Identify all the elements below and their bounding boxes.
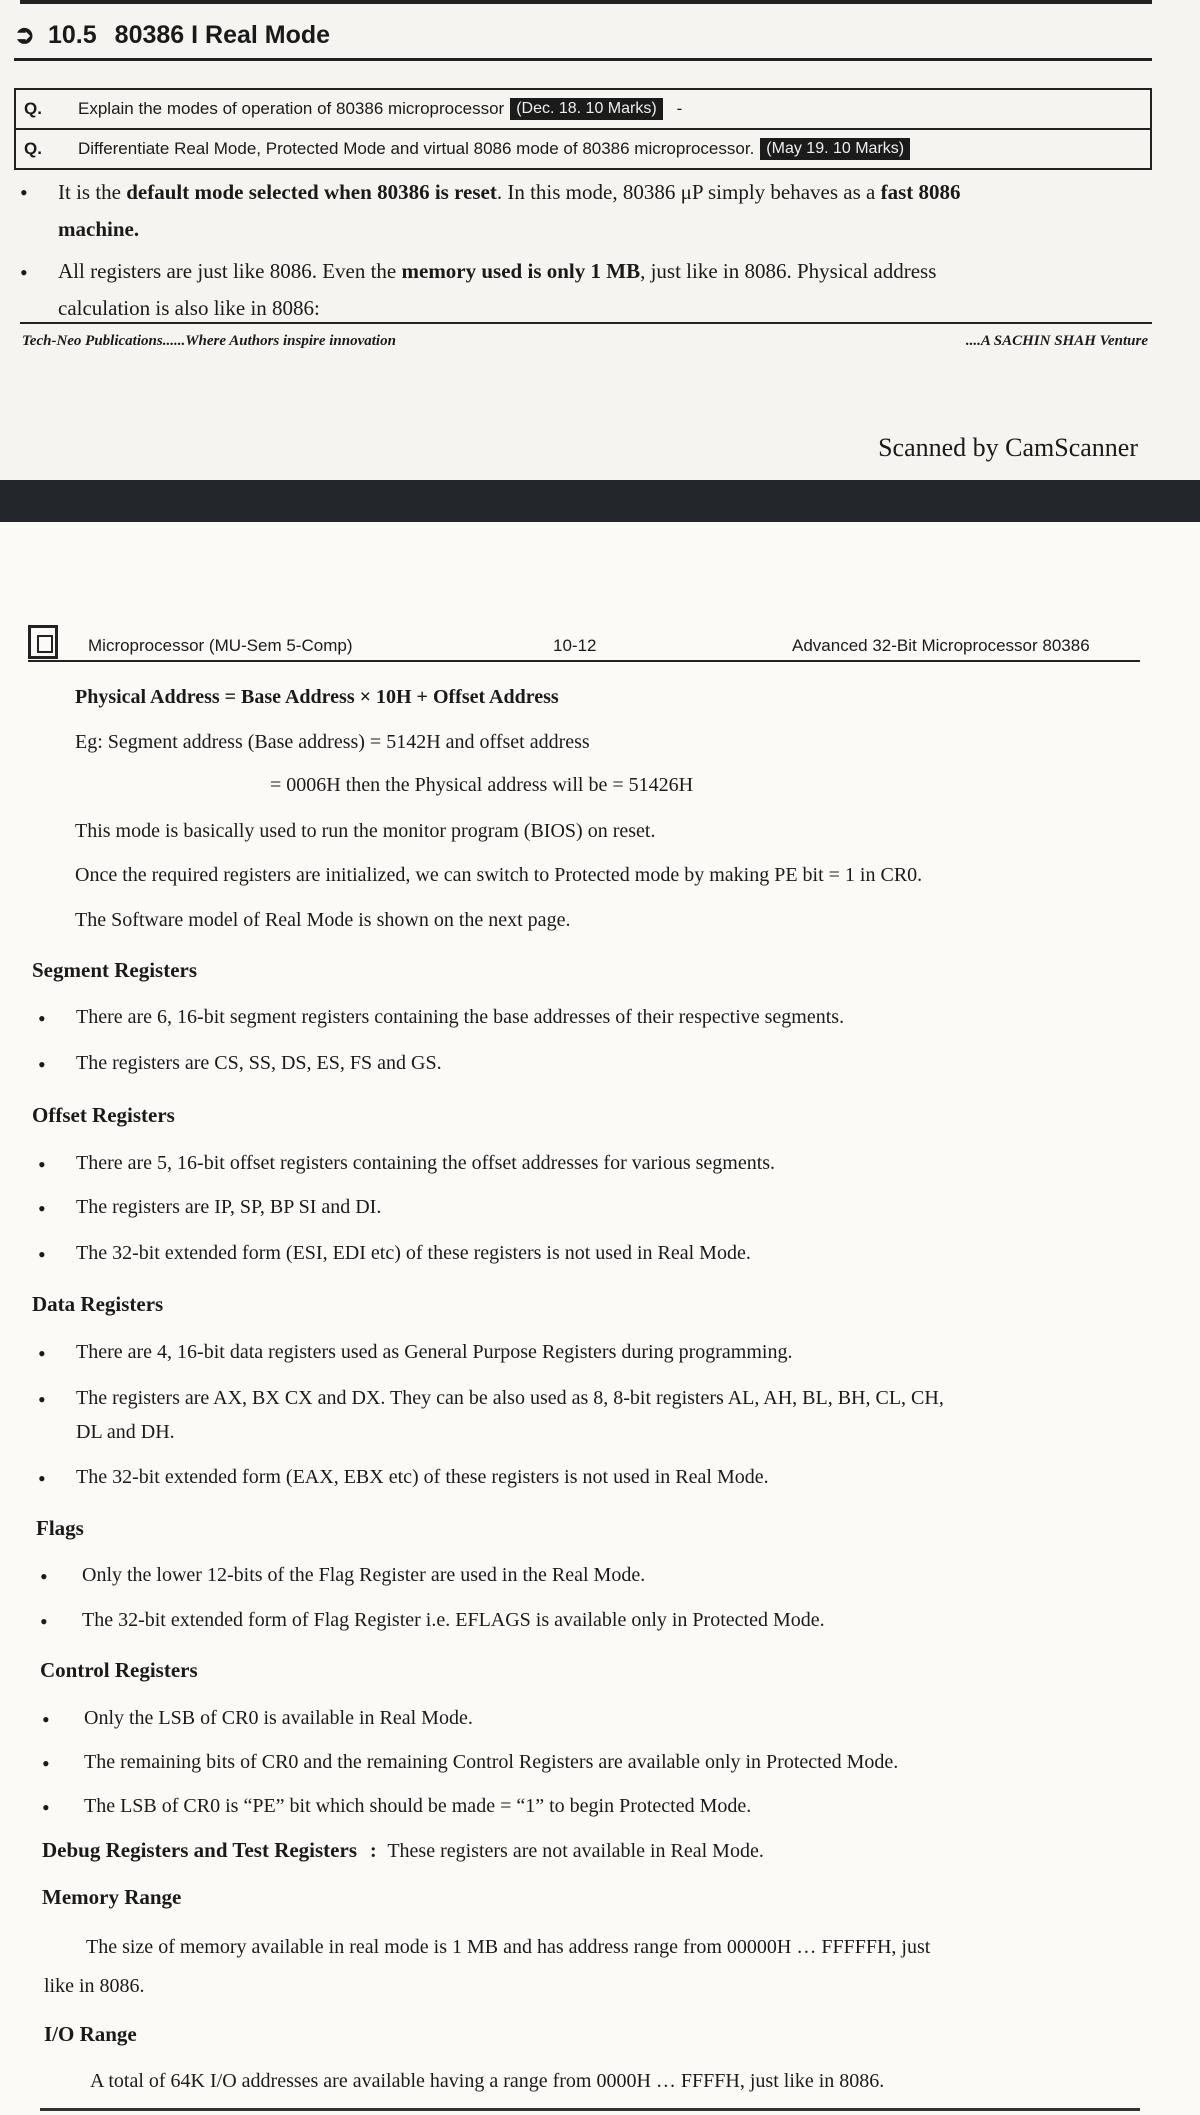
bullet-icon: •: [38, 1242, 46, 1267]
debug-colon: :: [370, 1840, 377, 1862]
bullet-icon: •: [40, 1609, 48, 1634]
heading-offset-registers: Offset Registers: [32, 1103, 175, 1127]
bullet-icon: •: [42, 1795, 50, 1820]
list-item: The 32-bit extended form (ESI, EDI etc) of these registers is not used in Real Mode.: [76, 1242, 751, 1264]
bottom-rule: [40, 2108, 1140, 2111]
heading-debug-registers: Debug Registers and Test Registers: [42, 1838, 357, 1862]
heading-control-registers: Control Registers: [40, 1658, 198, 1682]
question-text: Differentiate Real Mode, Protected Mode and virtual 8086 mode of 80386 microprocessor.: [78, 139, 755, 158]
list-item: There are 4, 16-bit data registers used as General Purpose Registers during programming.: [76, 1341, 793, 1363]
question-label: Q.: [24, 99, 42, 118]
bullet-icon: •: [38, 1006, 46, 1031]
paragraph: The Software model of Real Mode is shown on the next page.: [75, 909, 571, 931]
footer-venture: ....A SACHIN SHAH Venture: [965, 333, 1148, 349]
heading-io-range: I/O Range: [44, 2022, 137, 2046]
bullet-icon: •: [38, 1387, 46, 1412]
memory-text-continuation: like in 8086.: [44, 1975, 145, 1997]
bullet-icon: •: [42, 1707, 50, 1732]
heading-data-registers: Data Registers: [32, 1292, 164, 1316]
bullet-icon: •: [38, 1052, 46, 1077]
marks-badge: (May 19. 10 Marks): [760, 138, 910, 160]
bullet-text: It is the default mode selected when 80386 is reset. In this mode, 80386 μP simply behaves as a fast 8086 machine.: [58, 180, 961, 241]
list-item: The registers are CS, SS, DS, ES, FS and GS.: [76, 1052, 442, 1074]
paragraph: This mode is basically used to run the monitor program (BIOS) on reset.: [75, 820, 656, 842]
footer-publisher: Tech-Neo Publications......Where Authors inspire innovation: [22, 333, 396, 349]
marks-badge: (Dec. 18. 10 Marks): [510, 98, 662, 120]
list-item: There are 6, 16-bit segment registers containing the base addresses of their respective segments.: [76, 1006, 845, 1028]
list-item: Only the lower 12-bits of the Flag Register are used in the Real Mode.: [82, 1564, 646, 1586]
bullet-icon: •: [40, 1564, 48, 1589]
heading-memory-range: Memory Range: [42, 1885, 182, 1909]
section-title-text: 80386 I Real Mode: [114, 21, 331, 49]
bullet-icon: •: [20, 260, 28, 285]
list-item-continuation: DL and DH.: [76, 1421, 175, 1443]
question-text: Explain the modes of operation of 80386 microprocessor: [78, 99, 505, 118]
bullet-text: All registers are just like 8086. Even the memory used is only 1 MB, just like in 8086. Physical address calculation is also like in 8086:: [58, 259, 937, 320]
bullet-icon: •: [38, 1466, 46, 1491]
bullet-icon: •: [42, 1751, 50, 1776]
io-text: A total of 64K I/O addresses are available having a range from 0000H … FFFFH, just like in 8086.: [90, 2070, 885, 2092]
page-1-fragment: [0, 0, 1200, 480]
scanned-watermark: Scanned by CamScanner: [878, 433, 1138, 462]
header-rule: [28, 660, 1140, 662]
heading-flags: Flags: [36, 1516, 84, 1540]
bullet-icon: •: [38, 1341, 46, 1366]
list-item: There are 5, 16-bit offset registers containing the offset addresses for various segments.: [76, 1152, 776, 1174]
heading-segment-registers: Segment Registers: [32, 958, 198, 982]
list-item: The registers are AX, BX CX and DX. They can be also used as 8, 8-bit registers AL, AH, BL, BH, CL, CH,: [76, 1387, 944, 1409]
question-label: Q.: [24, 139, 42, 158]
top-rule: [20, 0, 1152, 4]
list-item: The registers are IP, SP, BP SI and DI.: [76, 1196, 382, 1218]
footer-rule: [20, 322, 1152, 324]
list-item: The 32-bit extended form of Flag Register i.e. EFLAGS is available only in Protected Mode.: [82, 1609, 825, 1631]
section-title: [14, 20, 330, 50]
publisher-logo-icon: [28, 625, 58, 659]
debug-test-line: [42, 1838, 764, 1863]
example-line-1: Eg: Segment address (Base address) = 5142H and offset address: [75, 731, 590, 753]
debug-text: These registers are not available in Real Mode.: [387, 1840, 764, 1862]
memory-text: The size of memory available in real mode is 1 MB and has address range from 00000H … FFFFFH, just: [86, 1936, 931, 1958]
list-item: The 32-bit extended form (EAX, EBX etc) of these registers is not used in Real Mode.: [76, 1466, 769, 1488]
header-chapter-title: Advanced 32-Bit Microprocessor 80386: [792, 636, 1090, 655]
list-item: The remaining bits of CR0 and the remaining Control Registers are available only in Protected Mode.: [84, 1751, 899, 1773]
paragraph: Once the required registers are initialized, we can switch to Protected mode by making PE bit = 1 in CR0.: [75, 864, 923, 886]
question-box: [14, 88, 1152, 170]
example-line-2: = 0006H then the Physical address will be = 51426H: [270, 774, 694, 796]
section-number: 10.5: [48, 21, 97, 49]
question-row: [16, 90, 1150, 128]
bullet-icon: •: [38, 1152, 46, 1177]
question-row: [16, 130, 1150, 168]
list-item: Only the LSB of CR0 is available in Real Mode.: [84, 1707, 473, 1729]
section-arrow-icon: ➲: [14, 21, 35, 49]
header-book-title: Microprocessor (MU-Sem 5-Comp): [88, 636, 353, 655]
question-suffix: -: [676, 99, 683, 118]
title-rule: [14, 58, 1152, 61]
list-item: The LSB of CR0 is “PE” bit which should be made = “1” to begin Protected Mode.: [84, 1795, 752, 1817]
bullet-icon: •: [38, 1196, 46, 1221]
header-page-number: 10-12: [553, 636, 597, 655]
page-separator: [0, 480, 1200, 522]
physical-address-formula: Physical Address = Base Address × 10H + Offset Address: [75, 686, 559, 708]
bullet-icon: •: [20, 180, 28, 205]
